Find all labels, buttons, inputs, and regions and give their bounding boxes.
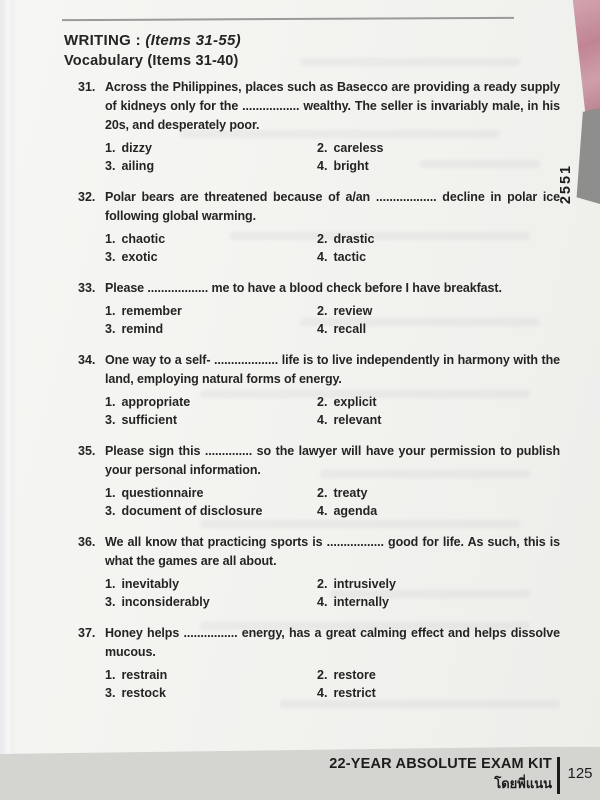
question-number: 35. [78,444,96,458]
option-label: dizzy [121,141,152,155]
option-label: remember [121,304,182,318]
question-item [78,78,560,175]
option-item [317,140,560,158]
option-label: restrict [333,685,376,700]
question-number: 36. [78,535,96,549]
question-item [78,624,560,702]
option-number: 1. [105,577,116,591]
option-item [317,249,560,267]
option-item [317,667,560,685]
option-item [317,158,560,176]
option-label: ailing [121,158,155,173]
question-body [105,533,560,611]
option-number: 1. [105,304,116,318]
option-label: restore [333,668,376,682]
option-item [105,249,317,267]
option-label: agenda [333,503,378,518]
option-number: 2. [317,486,328,500]
option-label: drastic [333,232,375,246]
section-title-separator: : [135,32,141,49]
option-item [105,685,317,703]
option-number: 1. [105,232,116,246]
question-body [105,279,560,338]
year-tab-label: 2551 [558,163,574,205]
question-item [78,442,560,520]
page-edges-left [0,0,17,800]
option-item [317,576,560,594]
option-number: 3. [105,594,116,609]
option-label: explicit [333,395,377,409]
question-text: One way to a self- ................... life is to live independently in harmony with the land, employing natural forms of energy. [105,353,560,386]
option-number: 1. [105,395,116,409]
option-item [317,412,560,430]
option-item [105,503,317,521]
question-number: 37. [78,626,96,640]
background-surface-corner [568,0,600,116]
question-number: 31. [78,80,96,94]
question-item [78,188,560,266]
question-text: Polar bears are threatened because of a/an .................. decline in polar ice following global warming. [105,190,560,223]
option-item [105,231,317,249]
option-item [317,303,560,321]
options-grid [105,140,560,175]
option-item [105,594,317,612]
option-number: 3. [105,503,116,518]
option-item [317,685,560,703]
question-body [105,624,560,702]
question-text: We all know that practicing sports is ................. good for life. As such, this is what the games are all about. [105,535,560,568]
option-label: inconsiderably [121,594,210,609]
question-body [105,351,560,429]
question-text: Please .................. me to have a blood check before I have breakfast. [105,281,502,295]
option-number: 4. [317,503,328,518]
question-number: 33. [78,281,96,295]
option-number: 2. [317,577,328,591]
footer-divider [557,757,560,794]
section-items-range: (Items 31-55) [145,32,241,49]
option-item [105,321,317,339]
option-number: 1. [105,141,116,155]
option-number: 2. [317,668,328,682]
question-item [78,533,560,611]
option-number: 4. [317,321,328,336]
option-item [105,394,317,412]
option-label: exotic [121,249,158,264]
option-label: sufficient [121,412,177,427]
bleed-through-texture [300,58,520,66]
footer-series-title: 22-YEAR ABSOLUTE EXAM KIT [329,756,552,772]
option-label: relevant [333,412,382,427]
option-item [317,503,560,521]
option-label: restock [121,685,166,700]
option-label: tactic [333,249,367,264]
option-item [105,140,317,158]
header-rule [62,17,514,21]
page-header [64,32,241,69]
option-number: 3. [105,249,116,264]
option-item [105,667,317,685]
option-label: intrusively [333,577,396,591]
option-number: 3. [105,158,116,173]
option-label: internally [333,594,390,609]
option-label: appropriate [121,395,191,409]
option-label: review [333,304,373,318]
subsection-title: Vocabulary (Items 31-40) [64,53,239,69]
option-item [317,485,560,503]
page-number: 125 [567,765,593,782]
option-label: treaty [333,486,368,500]
question-text: Across the Philippines, places such as Basecco are providing a ready supply of kidneys only for the ................. wealthy. The seller is invariably male, in his 20s, and desperately poor. [105,80,560,132]
option-number: 4. [317,249,328,264]
option-item [105,303,317,321]
questions-list [78,78,560,715]
option-item [105,158,317,176]
option-label: document of disclosure [121,503,263,518]
option-label: bright [333,158,369,173]
option-number: 3. [105,685,116,700]
option-label: recall [333,321,367,336]
option-item [105,576,317,594]
footer-byline: โดยพี่แนน [494,776,552,791]
option-number: 4. [317,412,328,427]
page-footer [329,756,552,794]
options-grid [105,394,560,429]
option-number: 2. [317,232,328,246]
option-item [317,394,560,412]
option-item [317,594,560,612]
options-grid [105,303,560,338]
question-number: 32. [78,190,96,204]
option-item [105,412,317,430]
question-number: 34. [78,353,96,367]
question-body [105,188,560,266]
option-item [317,321,560,339]
option-item [105,485,317,503]
option-number: 2. [317,304,328,318]
question-item [78,351,560,429]
question-item [78,279,560,338]
option-label: inevitably [121,577,180,591]
options-grid [105,667,560,702]
option-number: 1. [105,668,116,682]
option-label: questionnaire [121,486,204,500]
question-text: Please sign this .............. so the lawyer will have your permission to publish your personal information. [105,444,560,477]
option-label: careless [333,141,384,155]
option-number: 4. [317,158,328,173]
option-number: 3. [105,412,116,427]
option-number: 4. [317,685,328,700]
question-text: Honey helps ................ energy, has a great calming effect and helps dissolve mucous. [105,626,560,659]
options-grid [105,576,560,611]
options-grid [105,485,560,520]
section-title [64,32,241,49]
option-number: 2. [317,395,328,409]
section-title-text: WRITING [64,32,132,49]
option-label: remind [121,321,164,336]
option-number: 4. [317,594,328,609]
option-label: chaotic [121,232,166,246]
option-item [317,231,560,249]
options-grid [105,231,560,266]
option-number: 1. [105,486,116,500]
option-label: restrain [121,668,168,682]
question-body [105,442,560,520]
question-body [105,78,560,175]
option-number: 3. [105,321,116,336]
option-number: 2. [317,141,328,155]
